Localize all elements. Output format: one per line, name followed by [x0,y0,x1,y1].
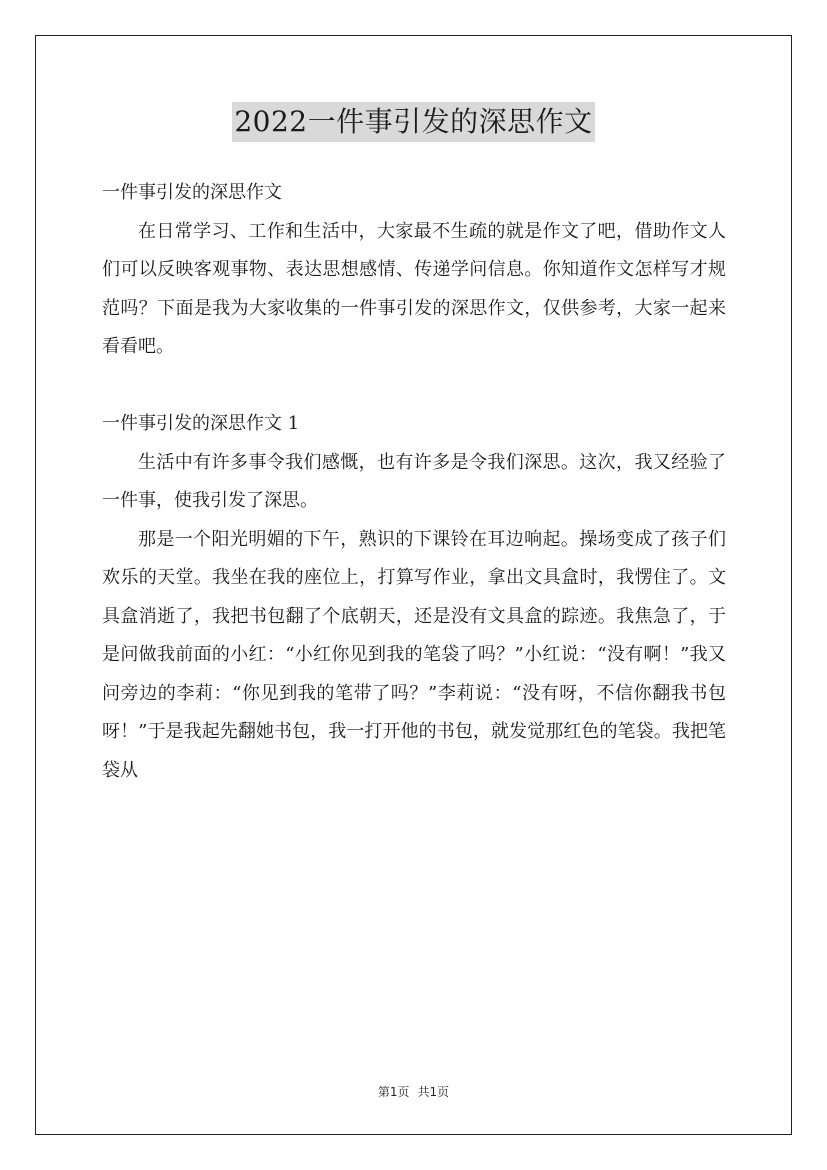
section-1-paragraph-1: 生活中有许多事令我们感慨，也有许多是令我们深思。这次，我又经验了一件事，使我引发了深思。 [102,451,726,511]
document-title: 2022一件事引发的深思作文 [232,102,594,142]
document-subtitle: 一件事引发的深思作文 [102,182,282,203]
title-container [0,102,827,142]
section-1-heading: 一件事引发的深思作文 1 [102,413,300,434]
section-1-paragraph-2: 那是一个阳光明媚的下午，熟识的下课铃在耳边响起。操场变成了孩子们欢乐的天堂。我坐在我的座位上，打算写作业，拿出文具盒时，我愣住了。文具盒消逝了，我把书包翻了个底朝天，还是没有文具盒的踪迹。我焦急了，于是问做我前面的小红：“小红你见到我的笔袋了吗？”小红说：“没有啊！”我又问旁边的李莉：“你见到我的笔带了吗？”李莉说：“没有呀，不信你翻我书包呀！”于是我起先翻她书包，我一打开他的书包，就发觉那红色的笔袋。我把笔袋从 [102,528,726,781]
page-number: 第1页 [377,1085,410,1099]
page-footer [0,1083,827,1100]
intro-paragraph: 在日常学习、工作和生活中，大家最不生疏的就是作文了吧，借助作文人们可以反映客观事物、表达思想感情、传递学问信息。你知道作文怎样写才规范吗？下面是我为大家收集的一件事引发的深思作文，仅供参考，大家一起来看看吧。 [102,220,726,357]
page-count: 共1页 [417,1085,450,1099]
document-body [102,174,726,790]
section-spacer [102,367,726,406]
